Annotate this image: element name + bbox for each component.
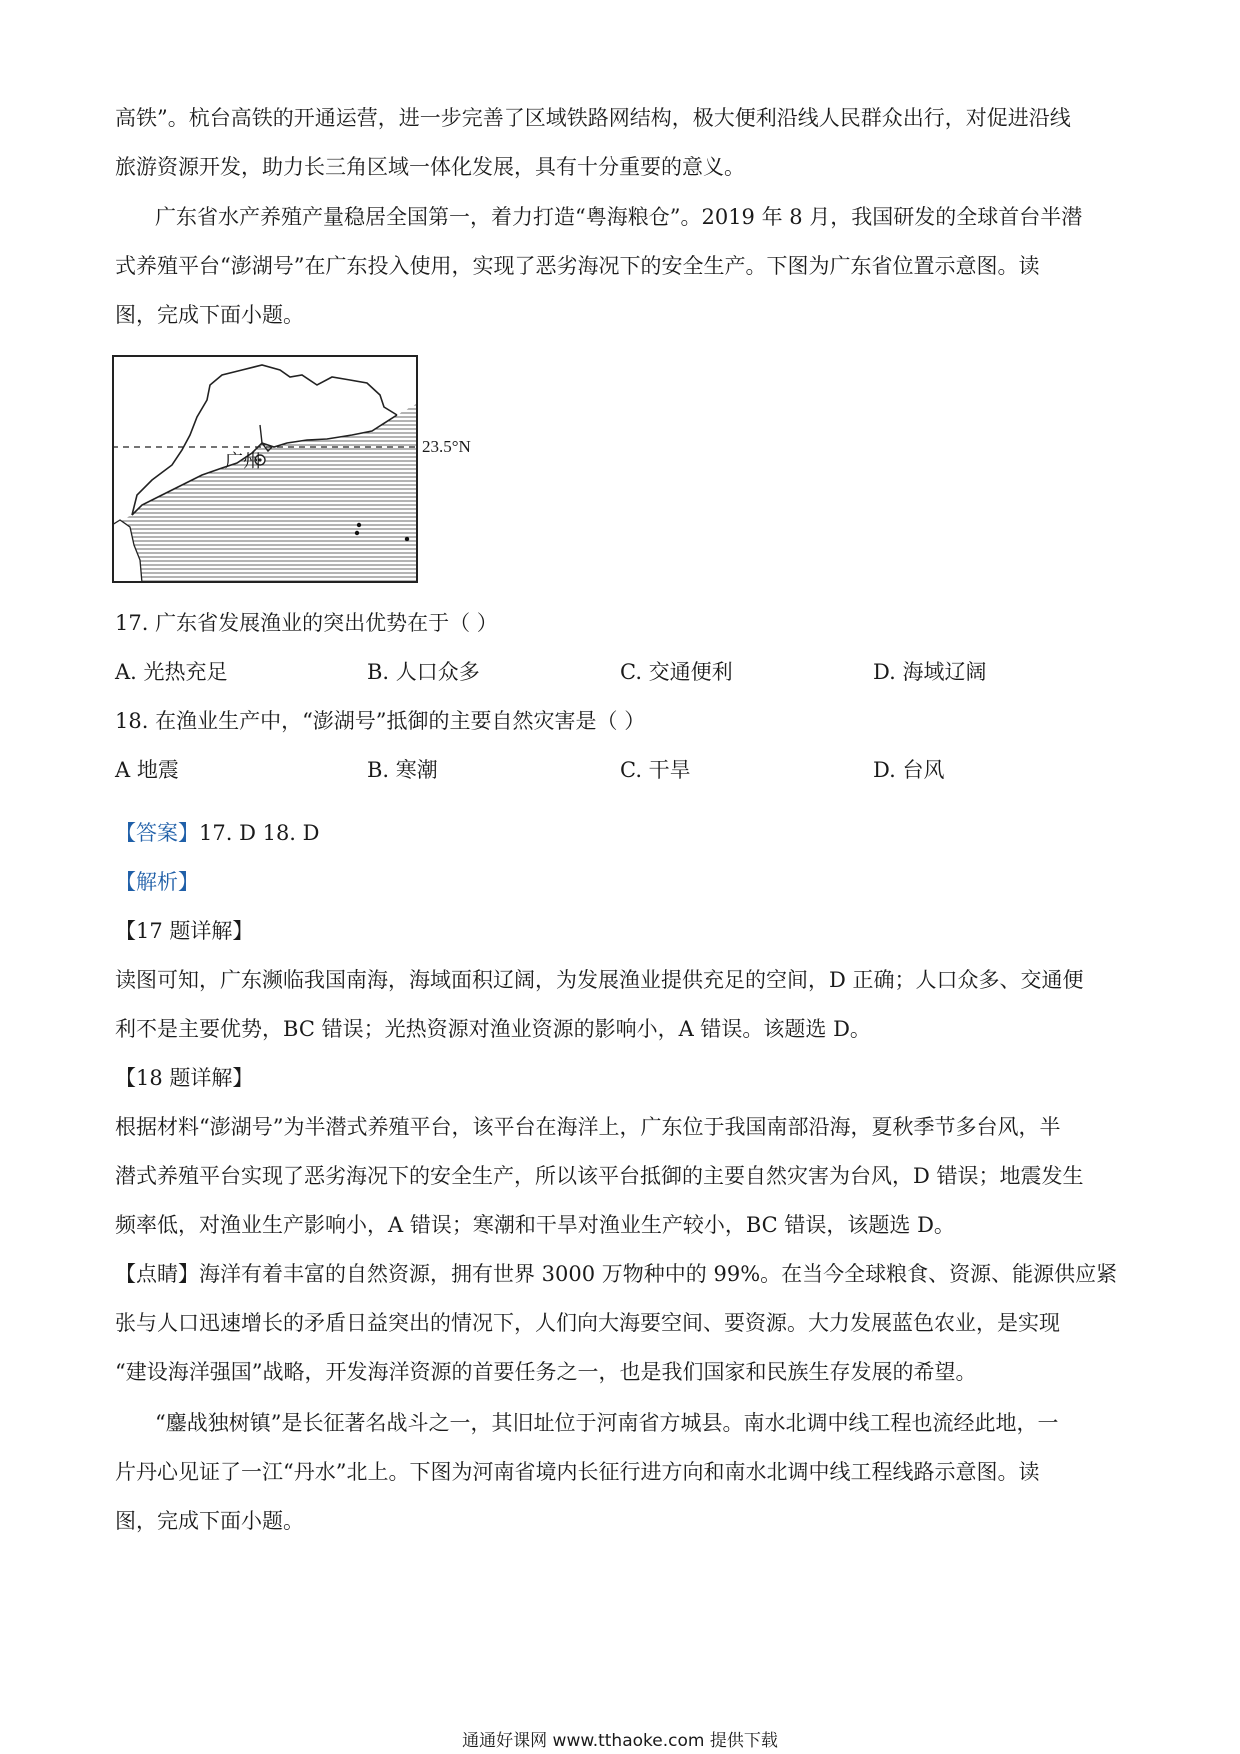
- detail18-line2: 潜式养殖平台实现了恶劣海况下的安全生产，所以该平台抵御的主要自然灾害为台风，D 错误；地震发生: [115, 1164, 1084, 1188]
- guangdong-location-map: [112, 355, 418, 583]
- tip-line1: 【点睛】海洋有着丰富的自然资源，拥有世界 3000 万物种中的 99%。在当今全球粮食、资源、能源供应紧: [115, 1262, 1118, 1286]
- q18-option-c: C. 干旱: [620, 758, 691, 782]
- detail18-line1: 根据材料“澎湖号”为半潜式养殖平台，该平台在海洋上，广东位于我国南部沿海，夏秋季节多台风，半: [115, 1115, 1061, 1139]
- passage2-line3: 图，完成下面小题。: [115, 303, 304, 327]
- tip-line3: “建设海洋强国”战略，开发海洋资源的首要任务之一，也是我们国家和民族生存发展的希望。: [115, 1360, 977, 1384]
- passage3-line3: 图，完成下面小题。: [115, 1509, 304, 1533]
- island-dot: [405, 537, 409, 541]
- passage2-line2: 式养殖平台“澎湖号”在广东投入使用，实现了恶劣海况下的安全生产。下图为广东省位置示意图。读: [115, 254, 1040, 278]
- analysis-tag: 【解析】: [115, 870, 199, 894]
- passage3-line1: “鏖战独树镇”是长征著名战斗之一，其旧址位于河南省方城县。南水北调中线工程也流经此地，一: [155, 1411, 1059, 1435]
- q18-option-a: A 地震: [115, 758, 179, 782]
- detail18-line3: 频率低，对渔业生产影响小，A 错误；寒潮和干旱对渔业生产较小，BC 错误，该题选 D。: [115, 1213, 955, 1237]
- q17-stem: 17. 广东省发展渔业的突出优势在于（ ）: [115, 611, 498, 635]
- passage2-line1: 广东省水产养殖产量稳居全国第一，着力打造“粤海粮仓”。2019 年 8 月，我国研发的全球首台半潜: [155, 205, 1083, 229]
- passage1-line2: 旅游资源开发，助力长三角区域一体化发展，具有十分重要的意义。: [115, 155, 745, 179]
- island-dot: [357, 523, 361, 527]
- q18-stem: 18. 在渔业生产中，“澎湖号”抵御的主要自然灾害是（ ）: [115, 709, 646, 733]
- latitude-label: 23.5°N: [422, 437, 471, 456]
- q17-option-b: B. 人口众多: [367, 660, 480, 684]
- island-dot: [355, 531, 359, 535]
- passage1-line1: 高铁”。杭台高铁的开通运营，进一步完善了区域铁路网结构，极大便利沿线人民群众出行，对促进沿线: [115, 106, 1071, 130]
- answer-tag: 【答案】: [115, 821, 199, 845]
- q17-option-d: D. 海域辽阔: [873, 660, 987, 684]
- tip-line2: 张与人口迅速增长的矛盾日益突出的情况下，人们向大海要空间、要资源。大力发展蓝色农业，是实现: [115, 1311, 1060, 1335]
- detail17-line1: 读图可知，广东濒临我国南海，海域面积辽阔，为发展渔业提供充足的空间，D 正确；人口众多、交通便: [115, 968, 1084, 992]
- q18-option-b: B. 寒潮: [367, 758, 438, 782]
- passage3-line2: 片丹心见证了一江“丹水”北上。下图为河南省境内长征行进方向和南水北调中线工程线路示意图。读: [115, 1460, 1040, 1484]
- q17-option-a: A. 光热充足: [115, 660, 228, 684]
- detail17-title: 【17 题详解】: [115, 919, 254, 943]
- detail17-line2: 利不是主要优势，BC 错误；光热资源对渔业资源的影响小，A 错误。该题选 D。: [115, 1017, 871, 1041]
- guangzhou-label: 广州: [225, 451, 261, 472]
- q18-option-d: D. 台风: [873, 758, 945, 782]
- answer-text: 17. D 18. D: [199, 821, 320, 845]
- answer-line: [115, 818, 320, 848]
- q17-option-c: C. 交通便利: [620, 660, 733, 684]
- footer-text: 通通好课网 www.tthaoke.com 提供下载: [462, 1731, 778, 1751]
- detail18-title: 【18 题详解】: [115, 1066, 254, 1090]
